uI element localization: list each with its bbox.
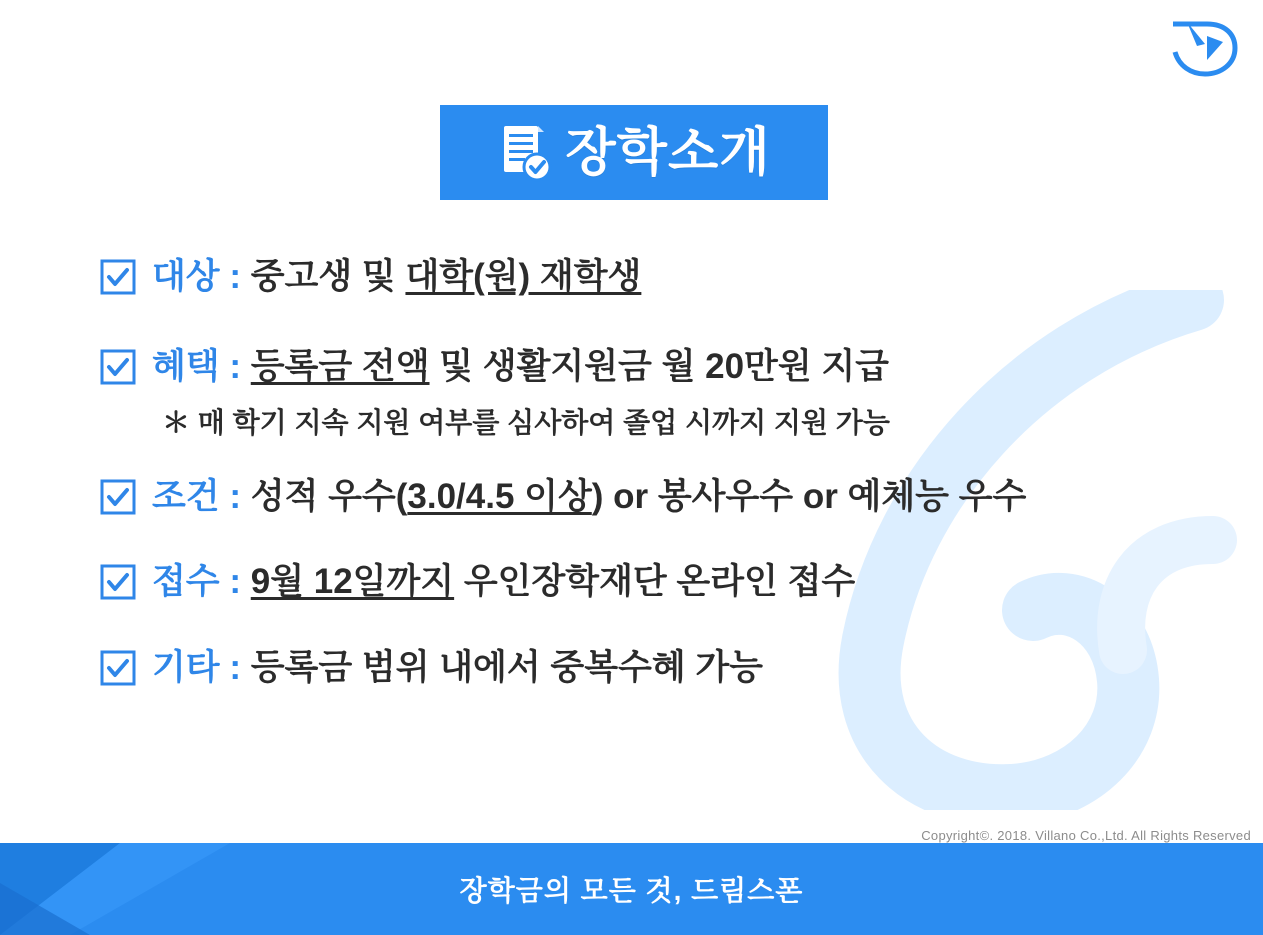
list-item-text-underlined: 3.0/4.5 이상 [407, 476, 592, 516]
list-item-separator: : [229, 562, 242, 602]
list-item-body [152, 560, 1230, 604]
list-item-main-line [152, 255, 1230, 299]
list-item-target [100, 255, 1230, 299]
list-item-label: 접수 [152, 562, 220, 602]
list-item-label: 조건 [152, 476, 220, 516]
list-item-text-plain: 등록금 범위 내에서 중복수혜 가능 [250, 648, 763, 687]
checkbox-checked-icon [100, 259, 136, 295]
list-item-benefit [100, 345, 1230, 441]
list-item-text-tail: 우인장학재단 온라인 접수 [454, 562, 856, 602]
list-item-note: ＊ 매 학기 지속 지원 여부를 심사하여 졸업 시까지 지원 가능 [162, 406, 890, 438]
checkbox-checked-icon [100, 349, 136, 385]
list-item-separator: : [229, 648, 242, 687]
list-item-text-underlined: 등록금 전액 [250, 346, 430, 386]
page-title: 장학소개 [565, 123, 771, 182]
list-item-label: 대상 [152, 257, 220, 296]
checkbox-checked-icon [100, 479, 136, 515]
list-item-separator: : [229, 476, 242, 516]
copyright-notice: Copyright©. 2018. Villano Co.,Ltd. All Rights Reserved [921, 828, 1251, 843]
list-item-label: 혜택 [152, 346, 220, 386]
list-item-application [100, 560, 1230, 604]
list-item-text-underlined: 9월 12일까지 [250, 562, 455, 602]
list-item-separator: : [229, 257, 242, 296]
checkbox-checked-icon [100, 650, 136, 686]
list-item-main-line [152, 475, 1230, 519]
list-item-text-underlined: 대학(원) 재학생 [405, 257, 642, 296]
list-item-main-line [152, 345, 1230, 389]
footer-bar [0, 843, 1263, 935]
list-item-text-plain: 성적 우수( [250, 476, 408, 516]
list-item-body [152, 646, 1230, 690]
list-item-condition [100, 475, 1230, 519]
list-item-body [152, 475, 1230, 519]
list-item-body [152, 345, 1230, 441]
checkbox-checked-icon [100, 564, 136, 600]
slide-title-banner [440, 105, 828, 200]
list-item-main-line [152, 646, 1230, 690]
scholarship-info-list [100, 255, 1230, 690]
document-check-icon [498, 123, 552, 183]
list-item-text-plain: 중고생 및 [250, 257, 406, 296]
list-item-label: 기타 [152, 648, 220, 687]
villano-bird-logo [1167, 16, 1241, 78]
list-item-etc [100, 646, 1230, 690]
list-item-body [152, 255, 1230, 299]
list-item-text-tail: 및 생활지원금 월 20만원 지급 [429, 346, 889, 386]
list-item-text-tail: ) or 봉사우수 or 예체능 우수 [591, 476, 1027, 516]
list-item-main-line [152, 560, 1230, 604]
footer-slogan: 장학금의 모든 것, 드림스폰 [459, 875, 804, 906]
list-item-separator: : [229, 346, 242, 386]
